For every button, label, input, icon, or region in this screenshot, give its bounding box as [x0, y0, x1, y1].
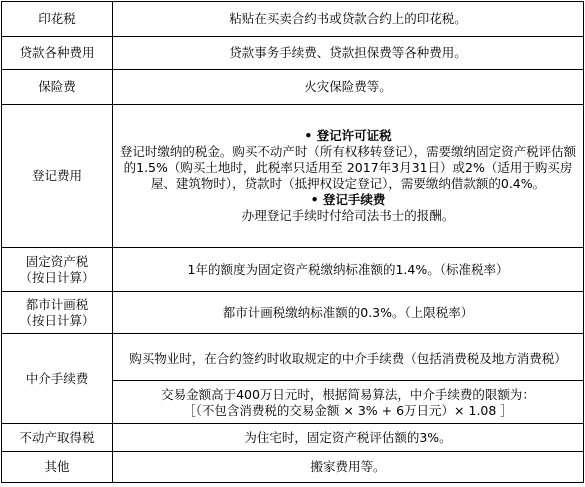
- row-content: 贷款事务手续费、贷款担保费等各种费用。: [113, 37, 584, 70]
- row-label-line: （按日计算）: [19, 269, 95, 285]
- table-row: [2, 37, 584, 70]
- table-row: [2, 334, 584, 424]
- registration-tax-text: 登记时缴纳的税金。购买不动产时（所有权移转登记），需要缴纳固定资产税评估额的1.5%（购买土地时，此税率只适用至 2017年3月31日）或2%（适用于购买房屋、建筑物时），贷款时（抵押权设定登记），需要缴纳借款额的0.4%。: [119, 144, 577, 191]
- brokerage-part1: 购买物业时，在合约签约时收取规定的中介手续费（包括消费税及地方消费税）: [129, 351, 567, 366]
- row-label: 中介手续费: [2, 334, 113, 424]
- row-label: 保险费: [2, 70, 113, 105]
- row-content: 1年的额度为固定资产税缴纳标准额的1.4%。（标准税率）: [113, 248, 584, 292]
- cost-table: [1, 1, 584, 483]
- table-row: [2, 424, 584, 452]
- row-content: 火灾保险费等。: [113, 70, 584, 105]
- row-content: 搬家费用等。: [113, 452, 584, 483]
- table-row: [2, 2, 584, 37]
- row-content: 都市计画税缴纳标准额的0.3%。（上限税率）: [113, 292, 584, 334]
- row-label: [2, 248, 113, 292]
- row-label-line: （按日计算）: [19, 312, 95, 328]
- row-content: 为住宅时，固定资产税评估额的3%。: [113, 424, 584, 452]
- table-row: [2, 292, 584, 334]
- brokerage-part2-line1: 交易金额高于400万日元时，根据简易算法，中介手续费的限额为：: [161, 387, 535, 402]
- table-row: [2, 70, 584, 105]
- registration-fee-text: 办理登记手续时付给司法书士的报酬。: [241, 208, 455, 223]
- row-label: 印花税: [2, 2, 113, 37]
- table-row: [2, 105, 584, 248]
- brokerage-details: [113, 334, 584, 424]
- row-content: 粘贴在买卖合约书或贷款合约上的印花税。: [113, 2, 584, 37]
- registration-fee-heading: • 登记手续费: [310, 192, 386, 207]
- row-label: 不动产取得税: [2, 424, 113, 452]
- registration-tax-heading: • 登记许可证税: [304, 128, 392, 143]
- row-label-line: 固定资产税: [25, 253, 89, 269]
- row-label: 登记费用: [2, 105, 113, 248]
- registration-details: [113, 105, 584, 248]
- table-row: [2, 452, 584, 483]
- brokerage-part2: [116, 381, 580, 419]
- row-label-line: 都市计画税: [25, 296, 89, 312]
- row-label: 贷款各种费用: [2, 37, 113, 70]
- row-label: 其他: [2, 452, 113, 483]
- row-label: [2, 292, 113, 334]
- table-row: [2, 248, 584, 292]
- brokerage-formula: ［（不包含消费税的交易金额 × 3% + 6万日元）× 1.08 ］: [183, 403, 513, 418]
